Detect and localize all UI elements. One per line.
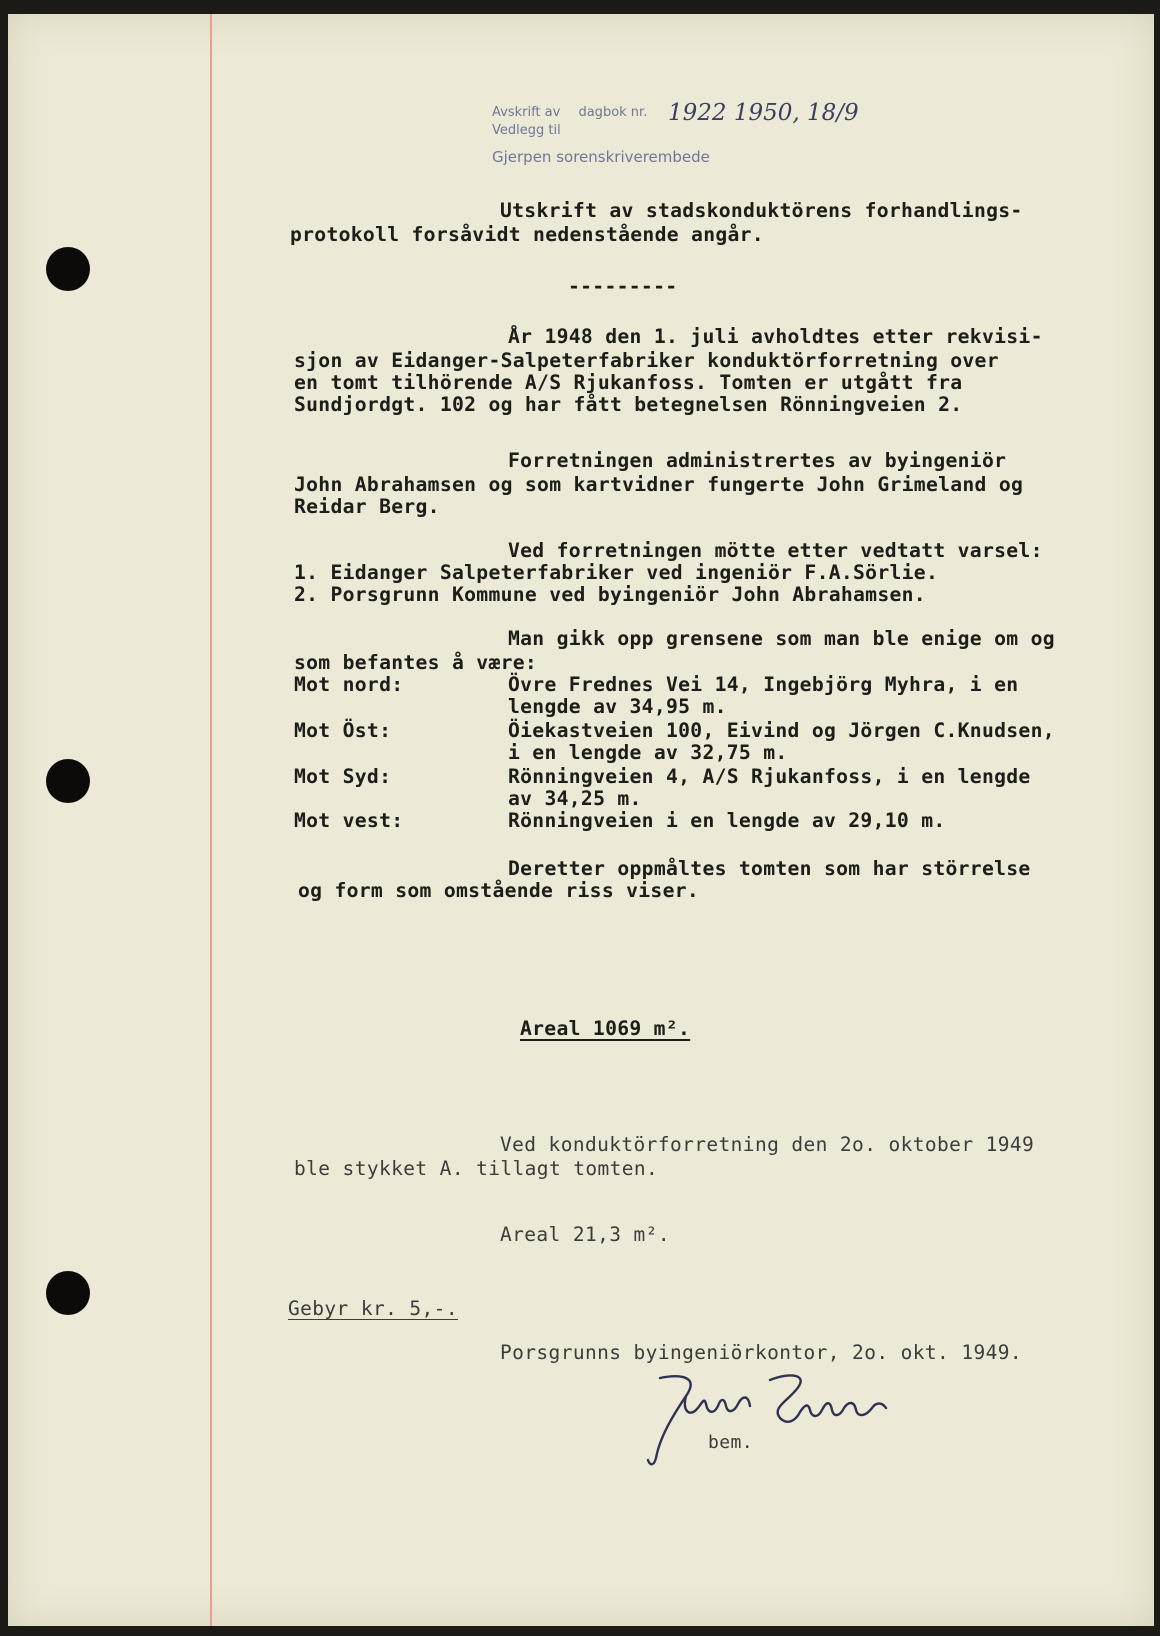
heading-line-1: Utskrift av stadskonduktörens forhandlings- xyxy=(500,199,1023,222)
conclusion-line2: og form som omstående riss viser. xyxy=(298,879,700,902)
place-date: Porsgrunns byingeniörkontor, 2o. okt. 1949. xyxy=(500,1341,1023,1364)
para1-line1: År 1948 den 1. juli avholdtes etter rekvisi- xyxy=(508,325,1043,348)
stamp-dagbok: dagbok nr. xyxy=(578,105,648,120)
para2-line2: John Abrahamsen og som kartvidner fungerte John Grimeland og xyxy=(294,473,1024,496)
boundary-south-line2: av 34,25 m. xyxy=(508,787,642,810)
boundary-east-line2: i en lengde av 32,75 m. xyxy=(508,741,788,764)
boundary-label-east: Mot Öst: xyxy=(294,719,392,742)
para2-line1: Forretningen administrertes av byingeniör xyxy=(508,449,1007,472)
addendum-line1: Ved konduktörforretning den 2o. oktober 1949 xyxy=(500,1133,1035,1156)
addendum-line2: ble stykket A. tillagt tomten. xyxy=(294,1157,659,1180)
handwritten-reference: 1922 1950, 18/9 xyxy=(668,100,859,126)
punch-hole xyxy=(46,759,90,803)
para3-line2: 1. Eidanger Salpeterfabriker ved ingeniör F.A.Sörlie. xyxy=(294,561,939,584)
separator: --------- xyxy=(568,275,678,298)
para4-line1: Man gikk opp grensene som man ble enige om og xyxy=(508,627,1055,650)
boundary-north-line1: Övre Frednes Vei 14, Ingebjörg Myhra, i en xyxy=(508,673,1019,696)
stamp-line-3: Gjerpen sorenskriverembede xyxy=(492,148,710,166)
conclusion-line1: Deretter oppmåltes tomten som har störrelse xyxy=(508,857,1031,880)
boundary-west-line1: Rönningveien i en lengde av 29,10 m. xyxy=(508,809,946,832)
margin-rule xyxy=(210,14,212,1626)
area-addition: Areal 21,3 m². xyxy=(500,1223,670,1246)
para2-line3: Reidar Berg. xyxy=(294,495,440,518)
signature-image xyxy=(620,1366,920,1476)
heading-line-2: protokoll forsåvidt nedenstående angår. xyxy=(290,223,764,246)
area-total: Areal 1069 m². xyxy=(520,1017,691,1040)
para4-line2: som befantes å være: xyxy=(294,651,538,674)
signature-suffix: bem. xyxy=(708,1432,753,1453)
para1-line2: sjon av Eidanger-Salpeterfabriker konduktörforretning over xyxy=(294,349,999,372)
para1-line3: en tomt tilhörende A/S Rjukanfoss. Tomten er utgått fra xyxy=(294,371,963,394)
para3-line1: Ved forretningen mötte etter vedtatt varsel: xyxy=(508,539,1043,562)
punch-hole xyxy=(46,1271,90,1315)
boundary-label-south: Mot Syd: xyxy=(294,765,392,788)
stamp-line-1 xyxy=(492,104,647,122)
boundary-south-line1: Rönningveien 4, A/S Rjukanfoss, i en lengde xyxy=(508,765,1031,788)
boundary-east-line1: Öiekastveien 100, Eivind og Jörgen C.Knudsen, xyxy=(508,719,1055,742)
boundary-label-north: Mot nord: xyxy=(294,673,404,696)
para1-line4: Sundjordgt. 102 og har fått betegnelsen Rönningveien 2. xyxy=(294,393,963,416)
stamp-line-2: Vedlegg til xyxy=(492,123,561,138)
boundary-north-line2: lengde av 34,95 m. xyxy=(508,695,727,718)
para3-line3: 2. Porsgrunn Kommune ved byingeniör John Abrahamsen. xyxy=(294,583,926,606)
stamp-avskrift: Avskrift av xyxy=(492,105,561,120)
fee: Gebyr kr. 5,-. xyxy=(288,1297,458,1320)
punch-hole xyxy=(46,247,90,291)
boundary-label-west: Mot vest: xyxy=(294,809,404,832)
document-page xyxy=(8,14,1154,1626)
